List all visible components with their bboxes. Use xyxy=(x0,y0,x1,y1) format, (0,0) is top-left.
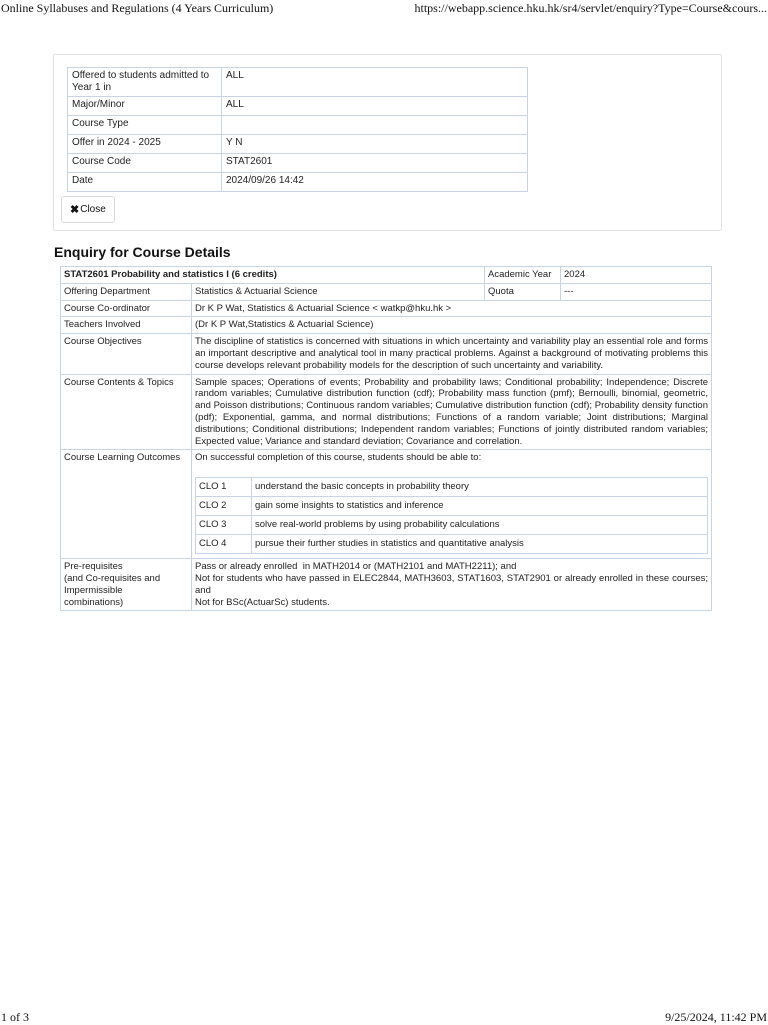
outcomes-label: Course Learning Outcomes xyxy=(61,450,192,559)
teachers-label: Teachers Involved xyxy=(61,317,192,334)
quota-value: --- xyxy=(561,283,712,300)
objectives-label: Course Objectives xyxy=(61,334,192,374)
course-details-table xyxy=(60,266,712,611)
clo-row xyxy=(196,478,708,497)
prerequisites-label-line: (and Co-requisites and xyxy=(64,572,161,584)
offering-department-value: Statistics & Actuarial Science xyxy=(192,283,485,300)
objectives-row xyxy=(61,334,712,374)
prerequisites-value xyxy=(192,559,712,611)
outcomes-cell xyxy=(192,450,712,559)
search-criteria-panel xyxy=(53,54,722,231)
print-datetime: 9/25/2024, 11:42 PM xyxy=(665,1010,767,1024)
prerequisites-label-line: Impermissible xyxy=(64,584,123,596)
coordinator-value: Dr K P Wat, Statistics & Actuarial Science < watkp@hku.hk > xyxy=(192,300,712,317)
clo-table xyxy=(195,477,708,554)
clo-text: understand the basic concepts in probability theory xyxy=(252,478,708,497)
prerequisites-label xyxy=(61,559,192,611)
clo-code: CLO 4 xyxy=(196,535,252,554)
outcomes-intro: On successful completion of this course, students should be able to: xyxy=(195,452,482,464)
print-header xyxy=(0,1,768,16)
course-title: STAT2601 Probability and statistics I (6 credits) xyxy=(61,267,485,284)
filter-value xyxy=(222,116,528,135)
page-title: Enquiry for Course Details xyxy=(54,244,231,260)
objectives-value: The discipline of statistics is concerned with situations in which uncertainty and variability play an essential role and forms an important descriptive and analytical tool in many practical problems. Against a background of motivating problems this course develops relevant probability models for the description of such uncertainty and variability. xyxy=(192,334,712,374)
print-page-title: Online Syllabuses and Regulations (4 Years Curriculum) xyxy=(1,1,274,15)
prerequisites-label-line: Pre-requisites xyxy=(64,561,123,573)
contents-row xyxy=(61,374,712,450)
clo-row xyxy=(196,535,708,554)
prerequisite-line: Not for students who have passed in ELEC2844, MATH3603, STAT1603, STAT2901 or already enrolled in these courses; and xyxy=(195,572,708,596)
filter-value: Y N xyxy=(222,135,528,154)
contents-label: Course Contents & Topics xyxy=(61,374,192,450)
close-button[interactable] xyxy=(61,196,115,223)
clo-text: pursue their further studies in statistics and quantitative analysis xyxy=(252,535,708,554)
clo-code: CLO 3 xyxy=(196,516,252,535)
filter-label: Major/Minor xyxy=(68,97,222,116)
clo-row xyxy=(196,516,708,535)
quota-label: Quota xyxy=(485,283,561,300)
filter-row-course-type xyxy=(68,116,528,135)
academic-year-label: Academic Year xyxy=(485,267,561,284)
close-icon: ✖ xyxy=(70,204,80,216)
prerequisite-line: Not for BSc(ActuarSc) students. xyxy=(195,596,330,608)
search-criteria-table xyxy=(67,67,528,192)
filter-row-offer-year xyxy=(68,135,528,154)
offering-department-label: Offering Department xyxy=(61,283,192,300)
filter-value: 2024/09/26 14:42 xyxy=(222,173,528,192)
coordinator-row xyxy=(61,300,712,317)
prerequisites-label-line: combinations) xyxy=(64,596,124,608)
close-button-label: Close xyxy=(80,204,106,215)
filter-row-date xyxy=(68,173,528,192)
clo-text: gain some insights to statistics and inference xyxy=(252,497,708,516)
filter-value: STAT2601 xyxy=(222,154,528,173)
offering-department-row xyxy=(61,283,712,300)
print-page-url: https://webapp.science.hku.hk/sr4/servlet/enquiry?Type=Course&cours... xyxy=(414,1,767,15)
filter-label: Date xyxy=(68,173,222,192)
coordinator-label: Course Co-ordinator xyxy=(61,300,192,317)
prerequisites-row xyxy=(61,559,712,611)
teachers-value: (Dr K P Wat,Statistics & Actuarial Science) xyxy=(192,317,712,334)
academic-year-value: 2024 xyxy=(561,267,712,284)
filter-row-course-code xyxy=(68,154,528,173)
outcomes-row xyxy=(61,450,712,559)
filter-value: ALL xyxy=(222,97,528,116)
filter-label: Offered to students admitted to Year 1 in xyxy=(68,68,222,97)
filter-label: Offer in 2024 - 2025 xyxy=(68,135,222,154)
print-footer xyxy=(0,1010,768,1025)
filter-label: Course Type xyxy=(68,116,222,135)
clo-code: CLO 1 xyxy=(196,478,252,497)
filter-label: Course Code xyxy=(68,154,222,173)
clo-row xyxy=(196,497,708,516)
clo-code: CLO 2 xyxy=(196,497,252,516)
contents-value: Sample spaces; Operations of events; Probability and probability laws; Conditional probability; Independence; Discrete random variables; Cumulative distribution function (cdf); Probability mass function (pmf); Bernoulli, binomial, geometric, and Poisson distributions; Continuous random variables; Cumulative distribution function (cdf); Probability density function (pdf); Exponential, gamma, and normal distributions; Functions of a random variable; Joint distributions; Marginal distributions; Conditional distributions; Independent random variables; Functions of jointly distributed random variables; Expected value; Variance and standard deviation; Covariance and correlation. xyxy=(192,374,712,450)
course-title-row xyxy=(61,267,712,284)
clo-text: solve real-world problems by using probability calculations xyxy=(252,516,708,535)
page-number: 1 of 3 xyxy=(1,1010,29,1024)
teachers-row xyxy=(61,317,712,334)
filter-row-major-minor xyxy=(68,97,528,116)
filter-value: ALL xyxy=(222,68,528,97)
filter-row-admitted-year xyxy=(68,68,528,97)
prerequisite-line: Pass or already enrolled in MATH2014 or (MATH2101 and MATH2211); and xyxy=(195,561,517,573)
